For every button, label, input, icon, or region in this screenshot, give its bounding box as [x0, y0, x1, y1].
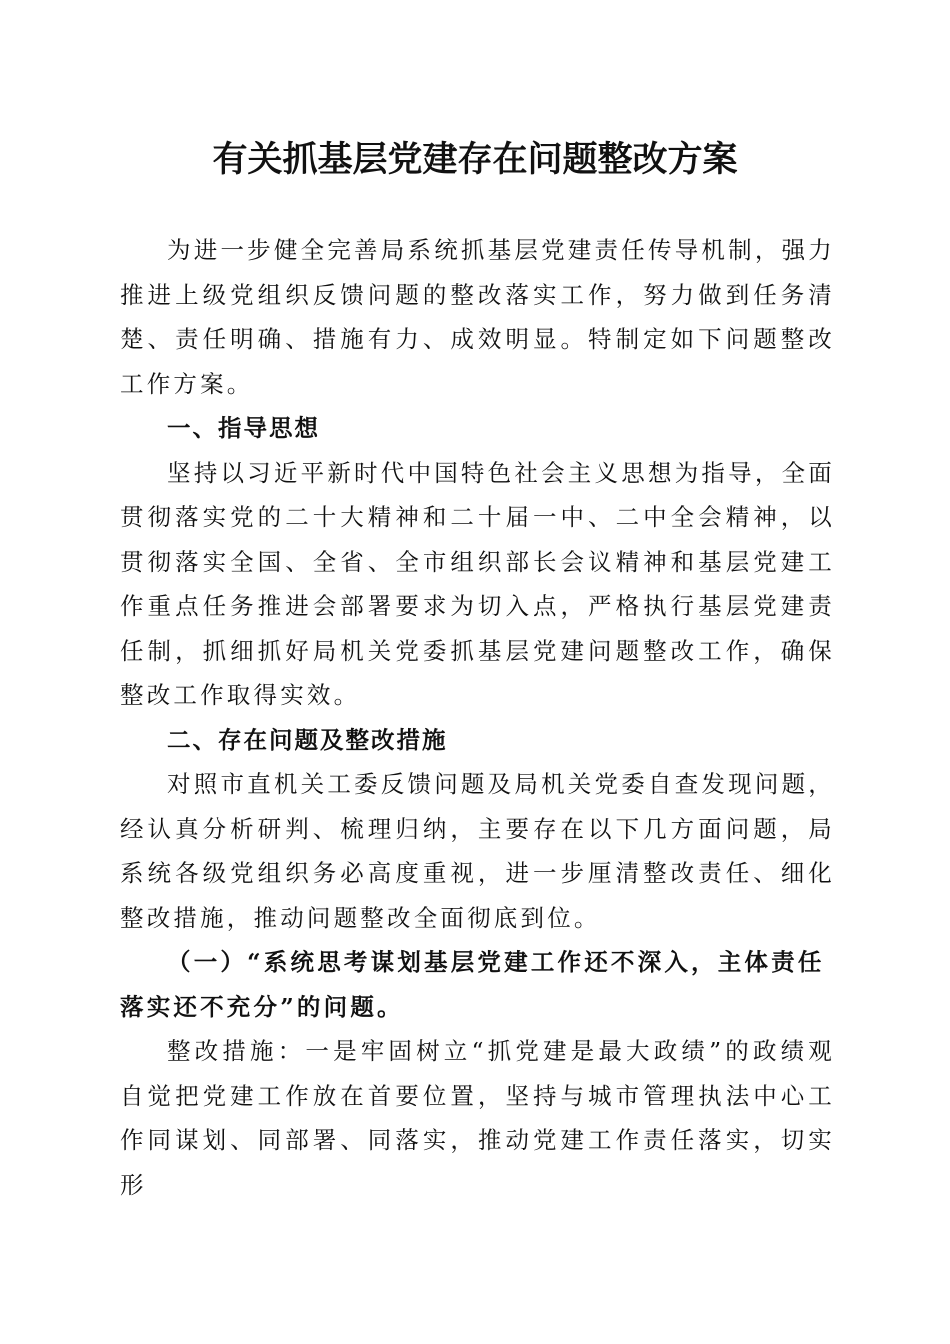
- intro-paragraph: 为进一步健全完善局系统抓基层党建责任传导机制，强力推进上级党组织反馈问题的整改落实工作，努力做到任务清楚、责任明确、措施有力、成效明显。特制定如下问题整改工作方案。: [120, 236, 835, 398]
- problems-paragraph: 对照市直机关工委反馈问题及局机关党委自查发现问题，经认真分析研判、梳理归纳，主要存在以下几方面问题，局系统各级党组织务必高度重视，进一步厘清整改责任、细化整改措施，推动问题整改全面彻底到位。: [120, 770, 835, 932]
- section-heading-problems-measures: 二、存在问题及整改措施: [167, 725, 448, 754]
- section-heading-guiding-thought: 一、指导思想: [167, 414, 320, 442]
- guiding-thought-paragraph: 坚持以习近平新时代中国特色社会主义思想为指导，全面贯彻落实党的二十大精神和二十届一中、二中全会精神，以贯彻落实全国、全省、全市组织部长会议精神和基层党建工作重点任务推进会部署要求为切入点，严格执行基层党建责任制，抓细抓好局机关党委抓基层党建问题整改工作，确保整改工作取得实效。: [120, 458, 835, 709]
- document-body: [120, 228, 835, 1207]
- measures-paragraph: 整改措施：一是牢固树立“抓党建是最大政绩”的政绩观自觉把党建工作放在首要位置，坚持与城市管理执法中心工作同谋划、同部署、同落实，推动党建工作责任落实，切实形: [120, 1037, 835, 1199]
- document-title: 有关抓基层党建存在问题整改方案: [212, 139, 738, 180]
- problem-item-heading: （一）“系统思考谋划基层党建工作还不深入，主体责任落实还不充分”的问题。: [120, 948, 825, 1021]
